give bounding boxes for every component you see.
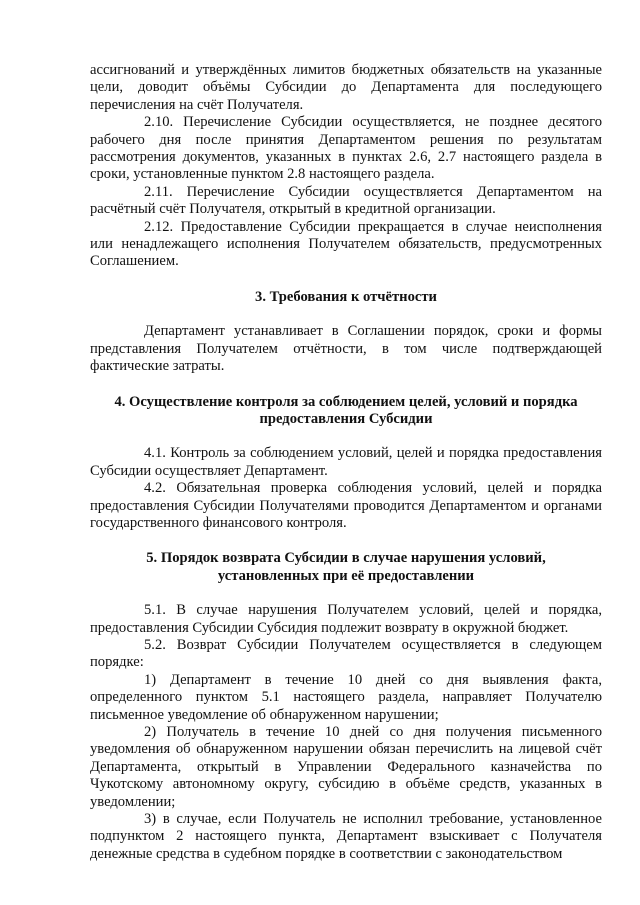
heading-section-4-line2: предоставления Субсидии: [259, 410, 433, 427]
paragraph-intro: ассигнований и утверждённых лимитов бюджетных обязательств на указанные цели, доводит объёмы Субсидии до Департамента для последующего перечисления на счёт Получателя.: [90, 62, 602, 113]
paragraph-4-2: 4.2. Обязательная проверка соблюдения условий, целей и порядка предоставления Субсидии Получателями проводится Департаментом и органами государственного финансового контроля.: [90, 480, 602, 531]
heading-section-5-line2: установленных при её предоставлении: [217, 567, 475, 584]
heading-section-4: [90, 394, 602, 429]
paragraph-4-1: 4.1. Контроль за соблюдением условий, целей и порядка предоставления Субсидии осуществляет Департамент.: [90, 445, 602, 479]
heading-section-3: 3. Требования к отчётности: [255, 288, 437, 305]
paragraph-2-11: 2.11. Перечисление Субсидии осуществляется Департаментом на расчётный счёт Получателя, открытый в кредитной организации.: [90, 183, 602, 218]
paragraph-5-2-item-3: 3) в случае, если Получатель не исполнил требование, установленное подпунктом 2 настоящего пункта, Департамент взыскивает с Получателя денежные средства в судебном порядке в соответствии с законодательством: [90, 811, 602, 862]
paragraph-5-1: 5.1. В случае нарушения Получателем условий, целей и порядка, предоставления Субсидии Субсидия подлежит возврату в окружной бюджет.: [90, 602, 602, 636]
paragraph-3: Департамент устанавливает в Соглашении порядок, сроки и формы представления Получателем отчётности, в том числе подтверждающей фактические затраты.: [90, 323, 602, 375]
paragraph-5-2-item-2: 2) Получатель в течение 10 дней со дня получения письменного уведомления об обнаруженном нарушении обязан перечислить на лицевой счёт Департамента, открытый в Управлении Федерального казначейства по Чукотскому автономному округу, субсидию в объёме средств, указанных в уведомлении;: [90, 724, 602, 810]
paragraph-5-2: 5.2. Возврат Субсидии Получателем осуществляется в следующем порядке:: [90, 636, 602, 671]
heading-section-4-line1: 4. Осуществление контроля за соблюдением целей, условий и порядка: [114, 393, 578, 410]
heading-section-5-line1: 5. Порядок возврата Субсидии в случае нарушения условий,: [146, 550, 546, 567]
heading-section-5: [90, 550, 602, 585]
paragraph-2-10: 2.10. Перечисление Субсидии осуществляется, не позднее десятого рабочего дня после принятия Департаментом решения по результатам рассмотрения документов, указанных в пунктах 2.6, 2.7 настоящего раздела в сроки, установленные пунктом 2.8 настоящего раздела.: [90, 114, 602, 183]
document-page: [90, 62, 602, 863]
paragraph-5-2-item-1: 1) Департамент в течение 10 дней со дня выявления факта, определенного пунктом 5.1 настоящего раздела, направляет Получателю письменное уведомление об обнаруженном нарушении;: [90, 671, 602, 723]
paragraph-2-12: 2.12. Предоставление Субсидии прекращается в случае неисполнения или ненадлежащего исполнения Получателем обязательств, предусмотренных Соглашением.: [90, 218, 602, 270]
